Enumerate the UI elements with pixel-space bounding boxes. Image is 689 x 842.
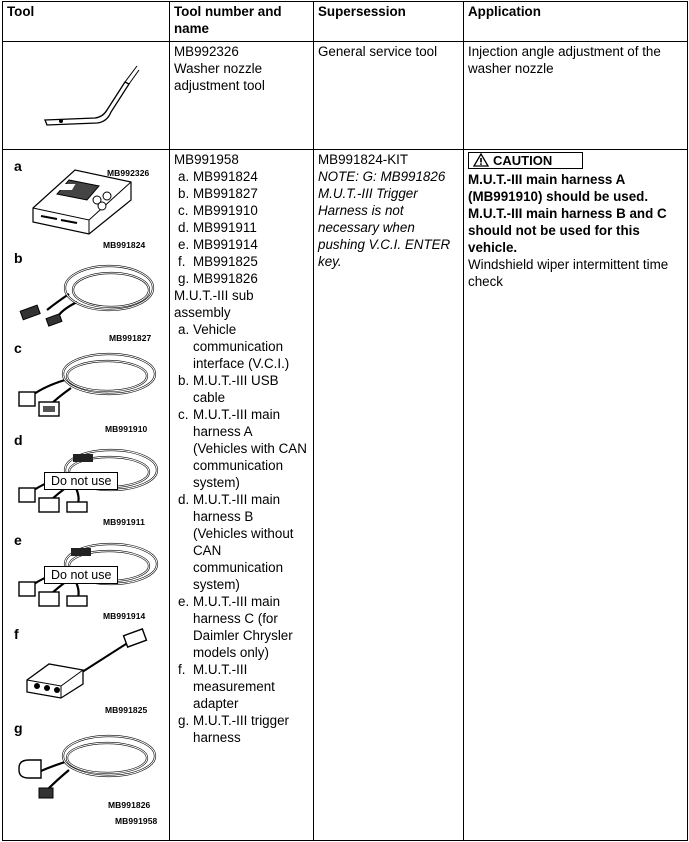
list-item: b. MB991827 [178, 186, 258, 201]
list-item: c. M.U.T.-III main harness A (Vehicles with CAN communication system) [178, 407, 307, 490]
list-item: a. MB991824 [178, 169, 258, 184]
part-image-code: MB991911 [103, 517, 145, 527]
measurement-adapter-illustration [21, 628, 153, 702]
special-tools-table [2, 1, 688, 841]
list-item: e. M.U.T.-III main harness C (for Daimler Chrysler models only) [178, 594, 293, 660]
nozzle-tool-illustration [41, 62, 141, 132]
tool-image-code: MB991958 [115, 816, 158, 826]
list-item: g. MB991826 [178, 271, 258, 286]
assembly-name: M.U.T.-III sub assembly [174, 288, 254, 320]
part-letter: e [14, 532, 22, 548]
usb-cable-illustration [17, 258, 161, 330]
table-row [3, 42, 688, 150]
main-harness-a-illustration [15, 346, 161, 420]
part-image-code: MB991826 [108, 800, 151, 810]
part-image-code: MB991825 [105, 705, 148, 715]
list-item: d. M.U.T.-III main harness B (Vehicles without CAN communication system) [178, 492, 294, 592]
part-letter: c [14, 340, 22, 356]
part-image-code: MB991914 [103, 611, 146, 621]
trigger-harness-illustration [17, 730, 161, 802]
tool-number: MB991958 [174, 152, 239, 167]
application-cell [464, 150, 688, 841]
part-letter: b [14, 250, 23, 266]
tool-number-cell [170, 42, 314, 150]
tool-number-cell [170, 150, 314, 841]
do-not-use-label: Do not use [44, 566, 118, 584]
supersession-cell [314, 150, 464, 841]
header-application: Application [464, 2, 688, 42]
part-image-code: MB991827 [109, 333, 152, 343]
list-item: e. MB991914 [178, 237, 258, 252]
list-item: f. M.U.T.-III measurement adapter [178, 662, 275, 711]
part-letter: a [14, 158, 22, 174]
tool-image-cell [3, 150, 170, 841]
tool-image-code: MB992326 [107, 168, 150, 178]
application-cell: Injection angle adjustment of the washer nozzle [464, 42, 688, 150]
part-number-list [174, 168, 309, 287]
list-item: a. Vehicle communication interface (V.C.I.) [178, 322, 290, 371]
warning-triangle-icon [473, 153, 489, 167]
list-item: c. MB991910 [178, 203, 258, 218]
tool-image-cell [3, 42, 170, 178]
caution-text: M.U.T.-III main harness A (MB991910) should be used. M.U.T.-III main harness B and C should not be used for this vehicle. [468, 172, 667, 255]
list-item: d. MB991911 [178, 220, 257, 235]
header-tool: Tool [3, 2, 170, 42]
header-row [3, 2, 688, 42]
header-supersession: Supersession [314, 2, 464, 42]
list-item: f. MB991825 [178, 254, 258, 269]
part-image-code: MB991824 [103, 240, 146, 250]
part-letter: f [14, 626, 19, 642]
do-not-use-label: Do not use [44, 472, 118, 490]
caution-label: CAUTION [493, 153, 553, 168]
tool-number: MB992326 [174, 44, 239, 59]
table-row [3, 150, 688, 841]
application-text: Windshield wiper intermittent time check [468, 257, 669, 289]
vci-illustration [27, 164, 137, 236]
list-item: g. M.U.T.-III trigger harness [178, 713, 289, 745]
header-tool-number: Tool number and name [170, 2, 314, 42]
supersession-kit: MB991824-KIT [318, 152, 409, 167]
supersession-note: NOTE: G: MB991826 M.U.T.-III Trigger Harness is not necessary when pushing V.C.I. ENTER key. [318, 169, 451, 269]
component-list [174, 321, 309, 746]
tool-name: Washer nozzle adjustment tool [174, 61, 265, 93]
caution-badge [468, 152, 583, 169]
part-letter: d [14, 432, 23, 448]
part-letter: g [14, 720, 23, 736]
list-item: b. M.U.T.-III USB cable [178, 373, 279, 405]
supersession-cell: General service tool [314, 42, 464, 150]
part-image-code: MB991910 [105, 424, 148, 434]
